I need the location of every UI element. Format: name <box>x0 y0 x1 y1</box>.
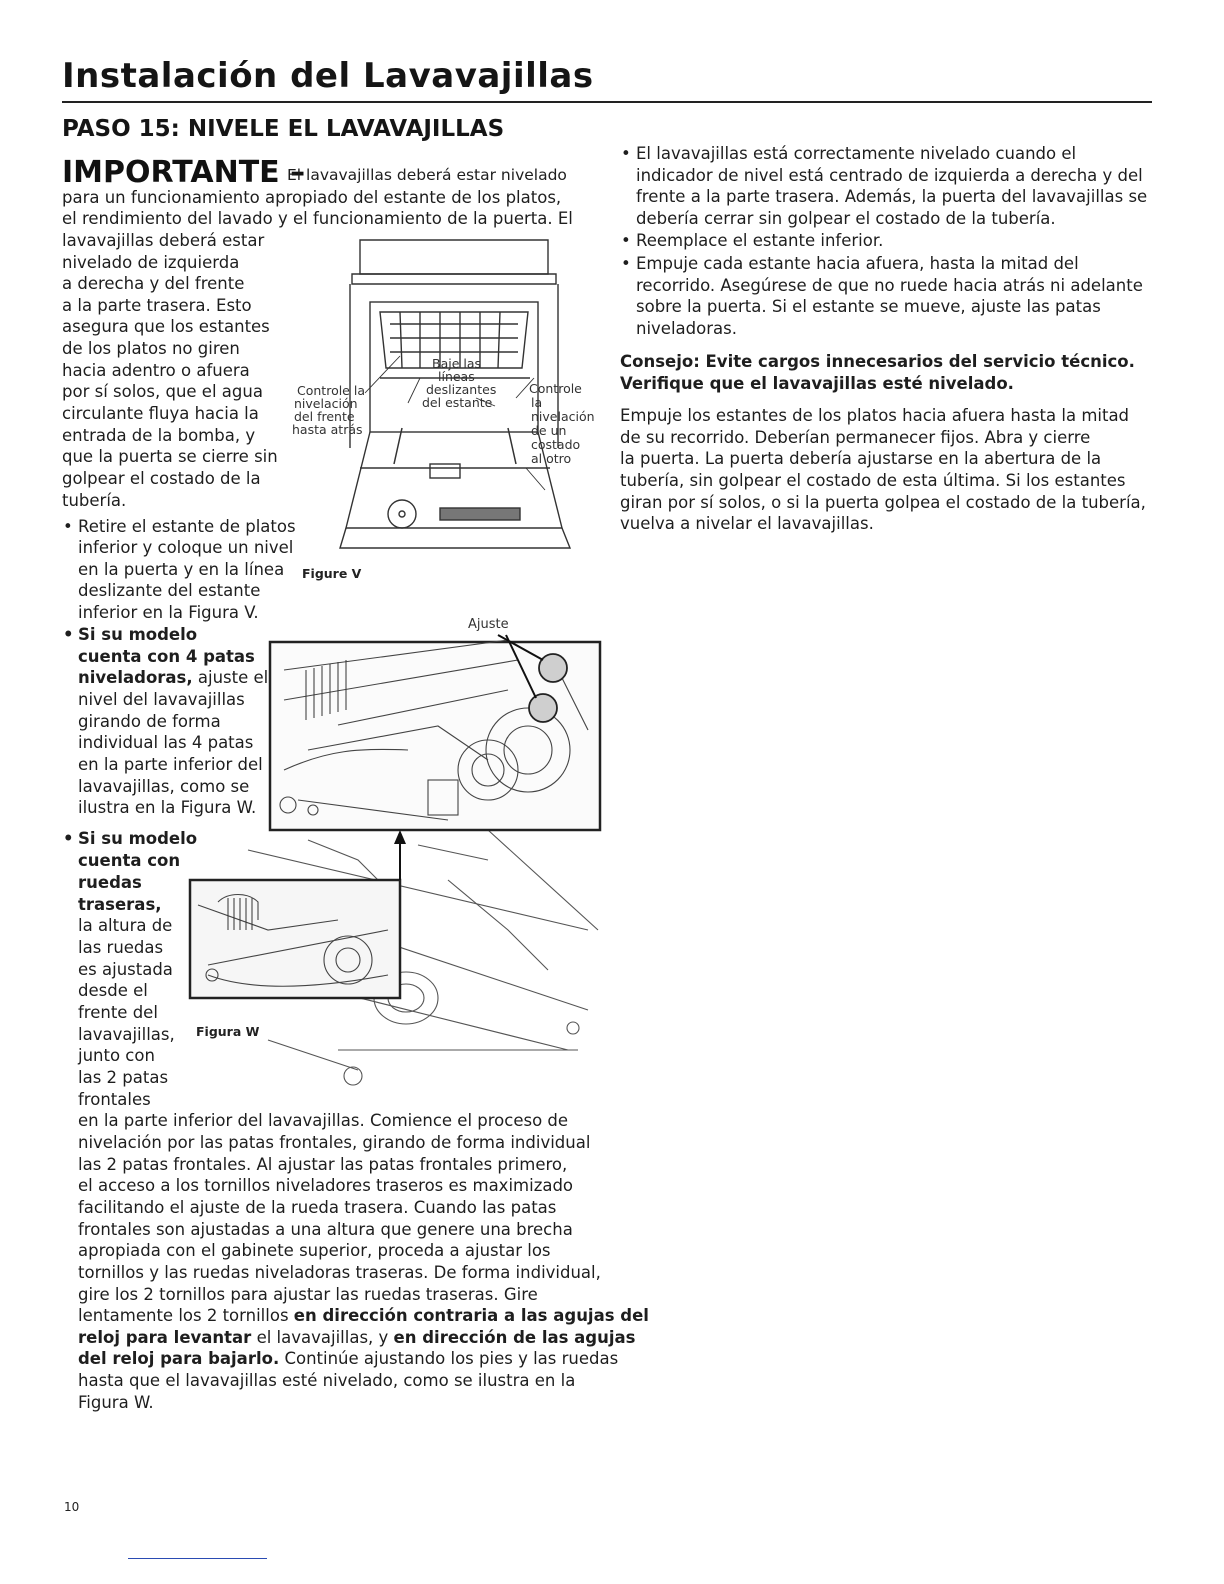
text-line: desde el <box>78 981 148 1000</box>
text-line: a la parte trasera. Esto <box>62 296 252 315</box>
text-line: ilustra en la Figura W. <box>78 798 257 817</box>
text-line: • Si su modelo <box>78 828 197 850</box>
text-line: junto con <box>78 1046 155 1065</box>
text-bold: niveladoras, <box>78 668 193 687</box>
text-line: nivelado de izquierda <box>62 253 240 272</box>
text-bold: del reloj para bajarlo. <box>78 1349 280 1368</box>
text-line: las 2 patas <box>78 1068 169 1087</box>
fig-label: de un <box>531 423 567 438</box>
text-line: nivelación por las patas frontales, girando de forma individual <box>78 1133 591 1152</box>
text-line: de los platos no giren <box>62 339 240 358</box>
text-line <box>78 1348 618 1370</box>
text-line: individual las 4 patas <box>78 733 254 752</box>
text-normal: Continúe ajustando los pies y las ruedas <box>279 1349 619 1368</box>
text-line: tubería. <box>62 491 127 510</box>
text-line: niveladoras. <box>636 319 737 338</box>
fig-label: costado <box>531 437 581 452</box>
fig-label: la <box>531 395 543 410</box>
text-line: hacia adentro o afuera <box>62 361 250 380</box>
text-line: tubería, sin golpear el costado de esta última. Si los estantes <box>620 471 1126 490</box>
text-line <box>78 1305 649 1327</box>
text-line: • El lavavajillas está correctamente nivelado cuando el <box>636 143 1076 165</box>
text-line: de su recorrido. Deberían permanecer fijos. Abra y cierre <box>620 428 1091 447</box>
text-line: la puerta. La puerta debería ajustarse en la abertura de la <box>620 449 1102 468</box>
important-label: IMPORTANTE – <box>62 155 306 190</box>
text-line: frontales <box>78 1090 151 1109</box>
text-line: girando de forma <box>78 712 221 731</box>
text-line: hasta que el lavavajillas esté nivelado, como se ilustra en la <box>78 1371 576 1390</box>
text-line: asegura que los estantes <box>62 317 270 336</box>
text-line: deslizante del estante <box>78 581 261 600</box>
text-line: nivel del lavavajillas <box>78 690 245 709</box>
text-line: en la parte inferior del <box>78 755 263 774</box>
text-line: frente a la parte trasera. Además, la puerta del lavavajillas se <box>636 187 1148 206</box>
text-line: el acceso a los tornillos niveladores traseros es maximizado <box>78 1176 574 1195</box>
text-line: recorrido. Asegúrese de que no ruede hacia atrás ni adelante <box>636 276 1143 295</box>
text-line: sobre la puerta. Si el estante se mueve, ajuste las patas <box>636 297 1101 316</box>
text-line: frontales son ajustadas a una altura que genere una brecha <box>78 1220 573 1239</box>
figure-w-caption: Figura W <box>196 1024 260 1039</box>
text-line: por sí solos, que el agua <box>62 382 263 401</box>
fig-label: nivelación <box>294 396 358 411</box>
text-line: indicador de nivel está centrado de izquierda a derecha y del <box>636 166 1143 185</box>
text-bold: en dirección contraria a las agujas del <box>293 1306 649 1325</box>
page-title: Instalación del Lavavajillas <box>62 56 594 96</box>
fig-label: nivelación <box>531 409 595 424</box>
fig-label: líneas <box>438 369 475 384</box>
fig-label: Controle la <box>297 383 365 398</box>
text-line: • Retire el estante de platos <box>78 516 296 538</box>
text-line: vuelva a nivelar el lavavajillas. <box>620 514 874 533</box>
text-line <box>78 1327 635 1349</box>
text-line: debería cerrar sin golpear el costado de la tubería. <box>636 209 1056 228</box>
text-line: frente del <box>78 1003 158 1022</box>
fig-label: deslizantes <box>426 382 497 397</box>
text-line: las 2 patas frontales. Al ajustar las patas frontales primero, <box>78 1155 568 1174</box>
text-line: golpear el costado de la <box>62 469 261 488</box>
fig-label: Controle <box>529 381 582 396</box>
text-normal: ajuste el <box>192 668 269 687</box>
important-first-line: El lavavajillas deberá estar nivelado <box>287 166 567 184</box>
adjust-callout: Ajuste <box>468 617 509 632</box>
tip-heading: Consejo: Evite cargos innecesarios del servicio técnico. <box>620 352 1135 371</box>
text-line: la altura de <box>78 916 173 935</box>
text-line: apropiada con el gabinete superior, proceda a ajustar los <box>78 1241 551 1260</box>
text-line: Empuje los estantes de los platos hacia afuera hasta la mitad <box>620 406 1130 425</box>
text-line: lavavajillas, como se <box>78 777 250 796</box>
text-line: a derecha y del frente <box>62 274 245 293</box>
title-divider <box>62 101 1152 103</box>
footer-link-rule <box>128 1558 267 1559</box>
text-line: gire los 2 tornillos para ajustar las ruedas traseras. Gire <box>78 1285 538 1304</box>
text-line: • Empuje cada estante hacia afuera, hasta la mitad del <box>636 253 1079 275</box>
text-line: Figura W. <box>78 1393 154 1412</box>
text-line: lavavajillas, <box>78 1025 175 1044</box>
page-number: 10 <box>64 1500 80 1514</box>
text-line: entrada de la bomba, y <box>62 426 256 445</box>
text-line: es ajustada <box>78 960 173 979</box>
text-line: en la parte inferior del lavavajillas. Comience el proceso de <box>78 1111 569 1130</box>
text-line: tornillos y las ruedas niveladoras traseras. De forma individual, <box>78 1263 601 1282</box>
figure-v-caption: Figure V <box>302 566 362 581</box>
text-line: ruedas <box>78 873 142 892</box>
fig-label: del frente <box>294 409 355 424</box>
text-line: cuenta con 4 patas <box>78 647 255 666</box>
text-line: • Reemplace el estante inferior. <box>636 230 883 252</box>
fig-label: hasta atrás <box>292 422 363 437</box>
text-line: el rendimiento del lavado y el funcionamiento de la puerta. El <box>62 209 573 228</box>
text-line: • Si su modelo <box>78 624 197 646</box>
text-bold: en dirección de las agujas <box>393 1328 636 1347</box>
text-line: que la puerta se cierre sin <box>62 447 278 466</box>
text-line: giran por sí solos, o si la puerta golpea el costado de la tubería, <box>620 493 1146 512</box>
text-line: lavavajillas deberá estar <box>62 231 265 250</box>
fig-label: Baje las <box>432 356 482 371</box>
step-heading: PASO 15: NIVELE EL LAVAVAJILLAS <box>62 116 505 142</box>
text-line: en la puerta y en la línea <box>78 560 285 579</box>
text-line: las ruedas <box>78 938 164 957</box>
text-normal: lentamente los 2 tornillos <box>78 1306 294 1325</box>
text-line: para un funcionamiento apropiado del estante de los platos, <box>62 188 562 207</box>
text-bold: reloj para levantar <box>78 1328 252 1347</box>
text-line: facilitando el ajuste de la rueda trasera. Cuando las patas <box>78 1198 557 1217</box>
tip-heading: Verifique que el lavavajillas esté nivelado. <box>620 374 1014 393</box>
text-line: inferior en la Figura V. <box>78 603 259 622</box>
text-line: cuenta con <box>78 851 181 870</box>
text-line: traseras, <box>78 895 162 914</box>
text-line: inferior y coloque un nivel <box>78 538 294 557</box>
fig-label: al otro <box>531 451 572 466</box>
fig-label: del estante <box>422 395 493 410</box>
text-line: circulante fluya hacia la <box>62 404 259 423</box>
text-normal: el lavavajillas, y <box>251 1328 394 1347</box>
